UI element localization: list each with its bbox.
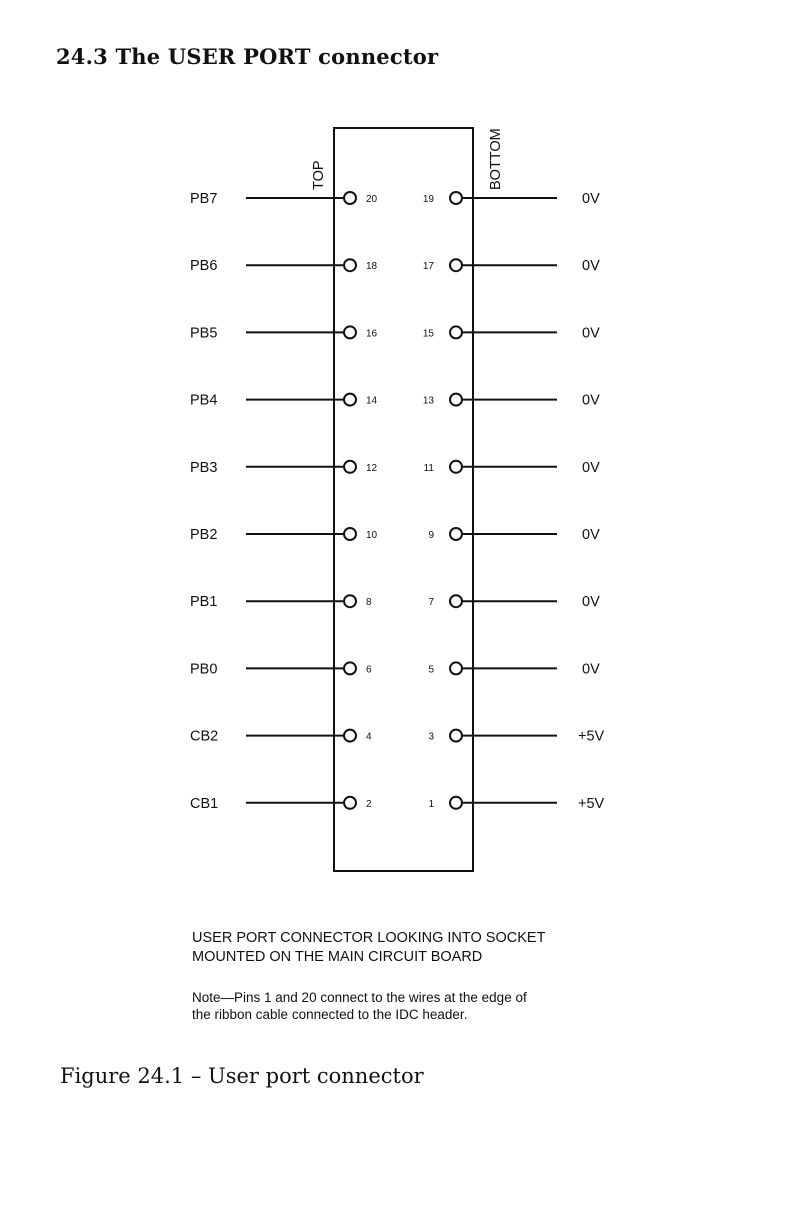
top-label: TOP bbox=[311, 160, 327, 190]
bottom-label: BOTTOM bbox=[488, 128, 504, 190]
left-signal-label: PB2 bbox=[190, 527, 218, 543]
pin-row bbox=[190, 796, 605, 812]
section-heading: 24.3 The USER PORT connector bbox=[56, 44, 439, 69]
left-signal-label: PB3 bbox=[190, 459, 218, 476]
right-pin-number: 5 bbox=[428, 664, 434, 676]
pin-hole bbox=[344, 259, 356, 271]
right-signal-label: +5V bbox=[578, 728, 605, 745]
right-signal-label: 0V bbox=[582, 527, 600, 543]
pin-hole bbox=[450, 662, 462, 674]
pin-row bbox=[190, 258, 600, 274]
figure-caption: Figure 24.1 – User port connector bbox=[60, 1064, 424, 1088]
pin-hole bbox=[344, 528, 356, 540]
right-signal-label: 0V bbox=[582, 325, 600, 342]
left-pin-number: 14 bbox=[366, 395, 378, 407]
pin-hole bbox=[450, 326, 462, 338]
pin-row bbox=[190, 460, 600, 476]
pin-hole bbox=[344, 797, 356, 809]
caption-line-2: MOUNTED ON THE MAIN CIRCUIT BOARD bbox=[192, 949, 483, 965]
pin-row bbox=[190, 393, 600, 409]
right-pin-number: 3 bbox=[428, 731, 434, 743]
pin-hole bbox=[344, 461, 356, 473]
left-signal-label: CB1 bbox=[190, 795, 219, 812]
right-pin-number: 19 bbox=[422, 194, 434, 205]
right-signal-label: 0V bbox=[582, 191, 600, 207]
right-signal-label: 0V bbox=[582, 258, 600, 275]
pin-hole bbox=[450, 797, 462, 809]
right-signal-label: 0V bbox=[582, 459, 600, 476]
left-pin-number: 10 bbox=[366, 530, 378, 541]
left-pin-number: 20 bbox=[366, 194, 378, 205]
pin-hole bbox=[344, 326, 356, 338]
right-signal-label: 0V bbox=[582, 392, 600, 409]
left-pin-number: 18 bbox=[366, 261, 378, 273]
left-signal-label: PB4 bbox=[190, 392, 218, 409]
right-pin-number: 15 bbox=[422, 328, 434, 340]
left-signal-label: PB6 bbox=[190, 258, 218, 275]
pin-hole bbox=[450, 192, 462, 204]
right-pin-number: 13 bbox=[422, 395, 434, 407]
pin-hole bbox=[450, 461, 462, 473]
left-signal-label: PB7 bbox=[190, 191, 218, 207]
pin-row bbox=[190, 661, 600, 677]
note-line-2: the ribbon cable connected to the IDC header. bbox=[192, 1007, 468, 1022]
pin-row bbox=[190, 594, 600, 610]
pin-hole bbox=[344, 662, 356, 674]
pin-row bbox=[190, 527, 600, 543]
pin-row bbox=[190, 729, 605, 745]
diagram-caption bbox=[192, 929, 632, 967]
right-pin-number: 1 bbox=[428, 798, 434, 810]
left-signal-label: CB2 bbox=[190, 728, 219, 745]
pin-hole bbox=[450, 528, 462, 540]
right-pin-number: 17 bbox=[422, 261, 434, 273]
pin-hole bbox=[344, 394, 356, 406]
caption-line-1: USER PORT CONNECTOR LOOKING INTO SOCKET bbox=[192, 930, 546, 946]
left-signal-label: PB0 bbox=[190, 661, 218, 678]
pin-hole bbox=[450, 730, 462, 742]
left-pin-number: 4 bbox=[366, 731, 372, 743]
connector-body bbox=[334, 128, 473, 871]
right-signal-label: 0V bbox=[582, 661, 600, 678]
right-signal-label: 0V bbox=[582, 594, 600, 611]
pin-hole bbox=[344, 730, 356, 742]
left-pin-number: 12 bbox=[366, 462, 378, 474]
left-pin-number: 2 bbox=[366, 798, 372, 810]
pin-hole bbox=[450, 595, 462, 607]
right-pin-number: 11 bbox=[423, 462, 434, 474]
note bbox=[192, 989, 632, 1023]
right-pin-number: 7 bbox=[428, 597, 434, 609]
left-pin-number: 16 bbox=[366, 328, 378, 340]
pin-hole bbox=[450, 394, 462, 406]
left-pin-number: 8 bbox=[366, 597, 372, 609]
left-signal-label: PB1 bbox=[190, 594, 218, 611]
pin-hole bbox=[450, 259, 462, 271]
note-line-1: Note—Pins 1 and 20 connect to the wires at the edge of bbox=[192, 990, 527, 1005]
right-signal-label: +5V bbox=[578, 795, 605, 812]
pin-hole bbox=[344, 595, 356, 607]
pin-hole bbox=[344, 192, 356, 204]
right-pin-number: 9 bbox=[428, 530, 434, 541]
pin-row bbox=[190, 325, 600, 341]
left-pin-number: 6 bbox=[366, 664, 372, 676]
pin-rows bbox=[190, 191, 605, 812]
pin-row bbox=[190, 191, 600, 207]
left-signal-label: PB5 bbox=[190, 325, 218, 342]
